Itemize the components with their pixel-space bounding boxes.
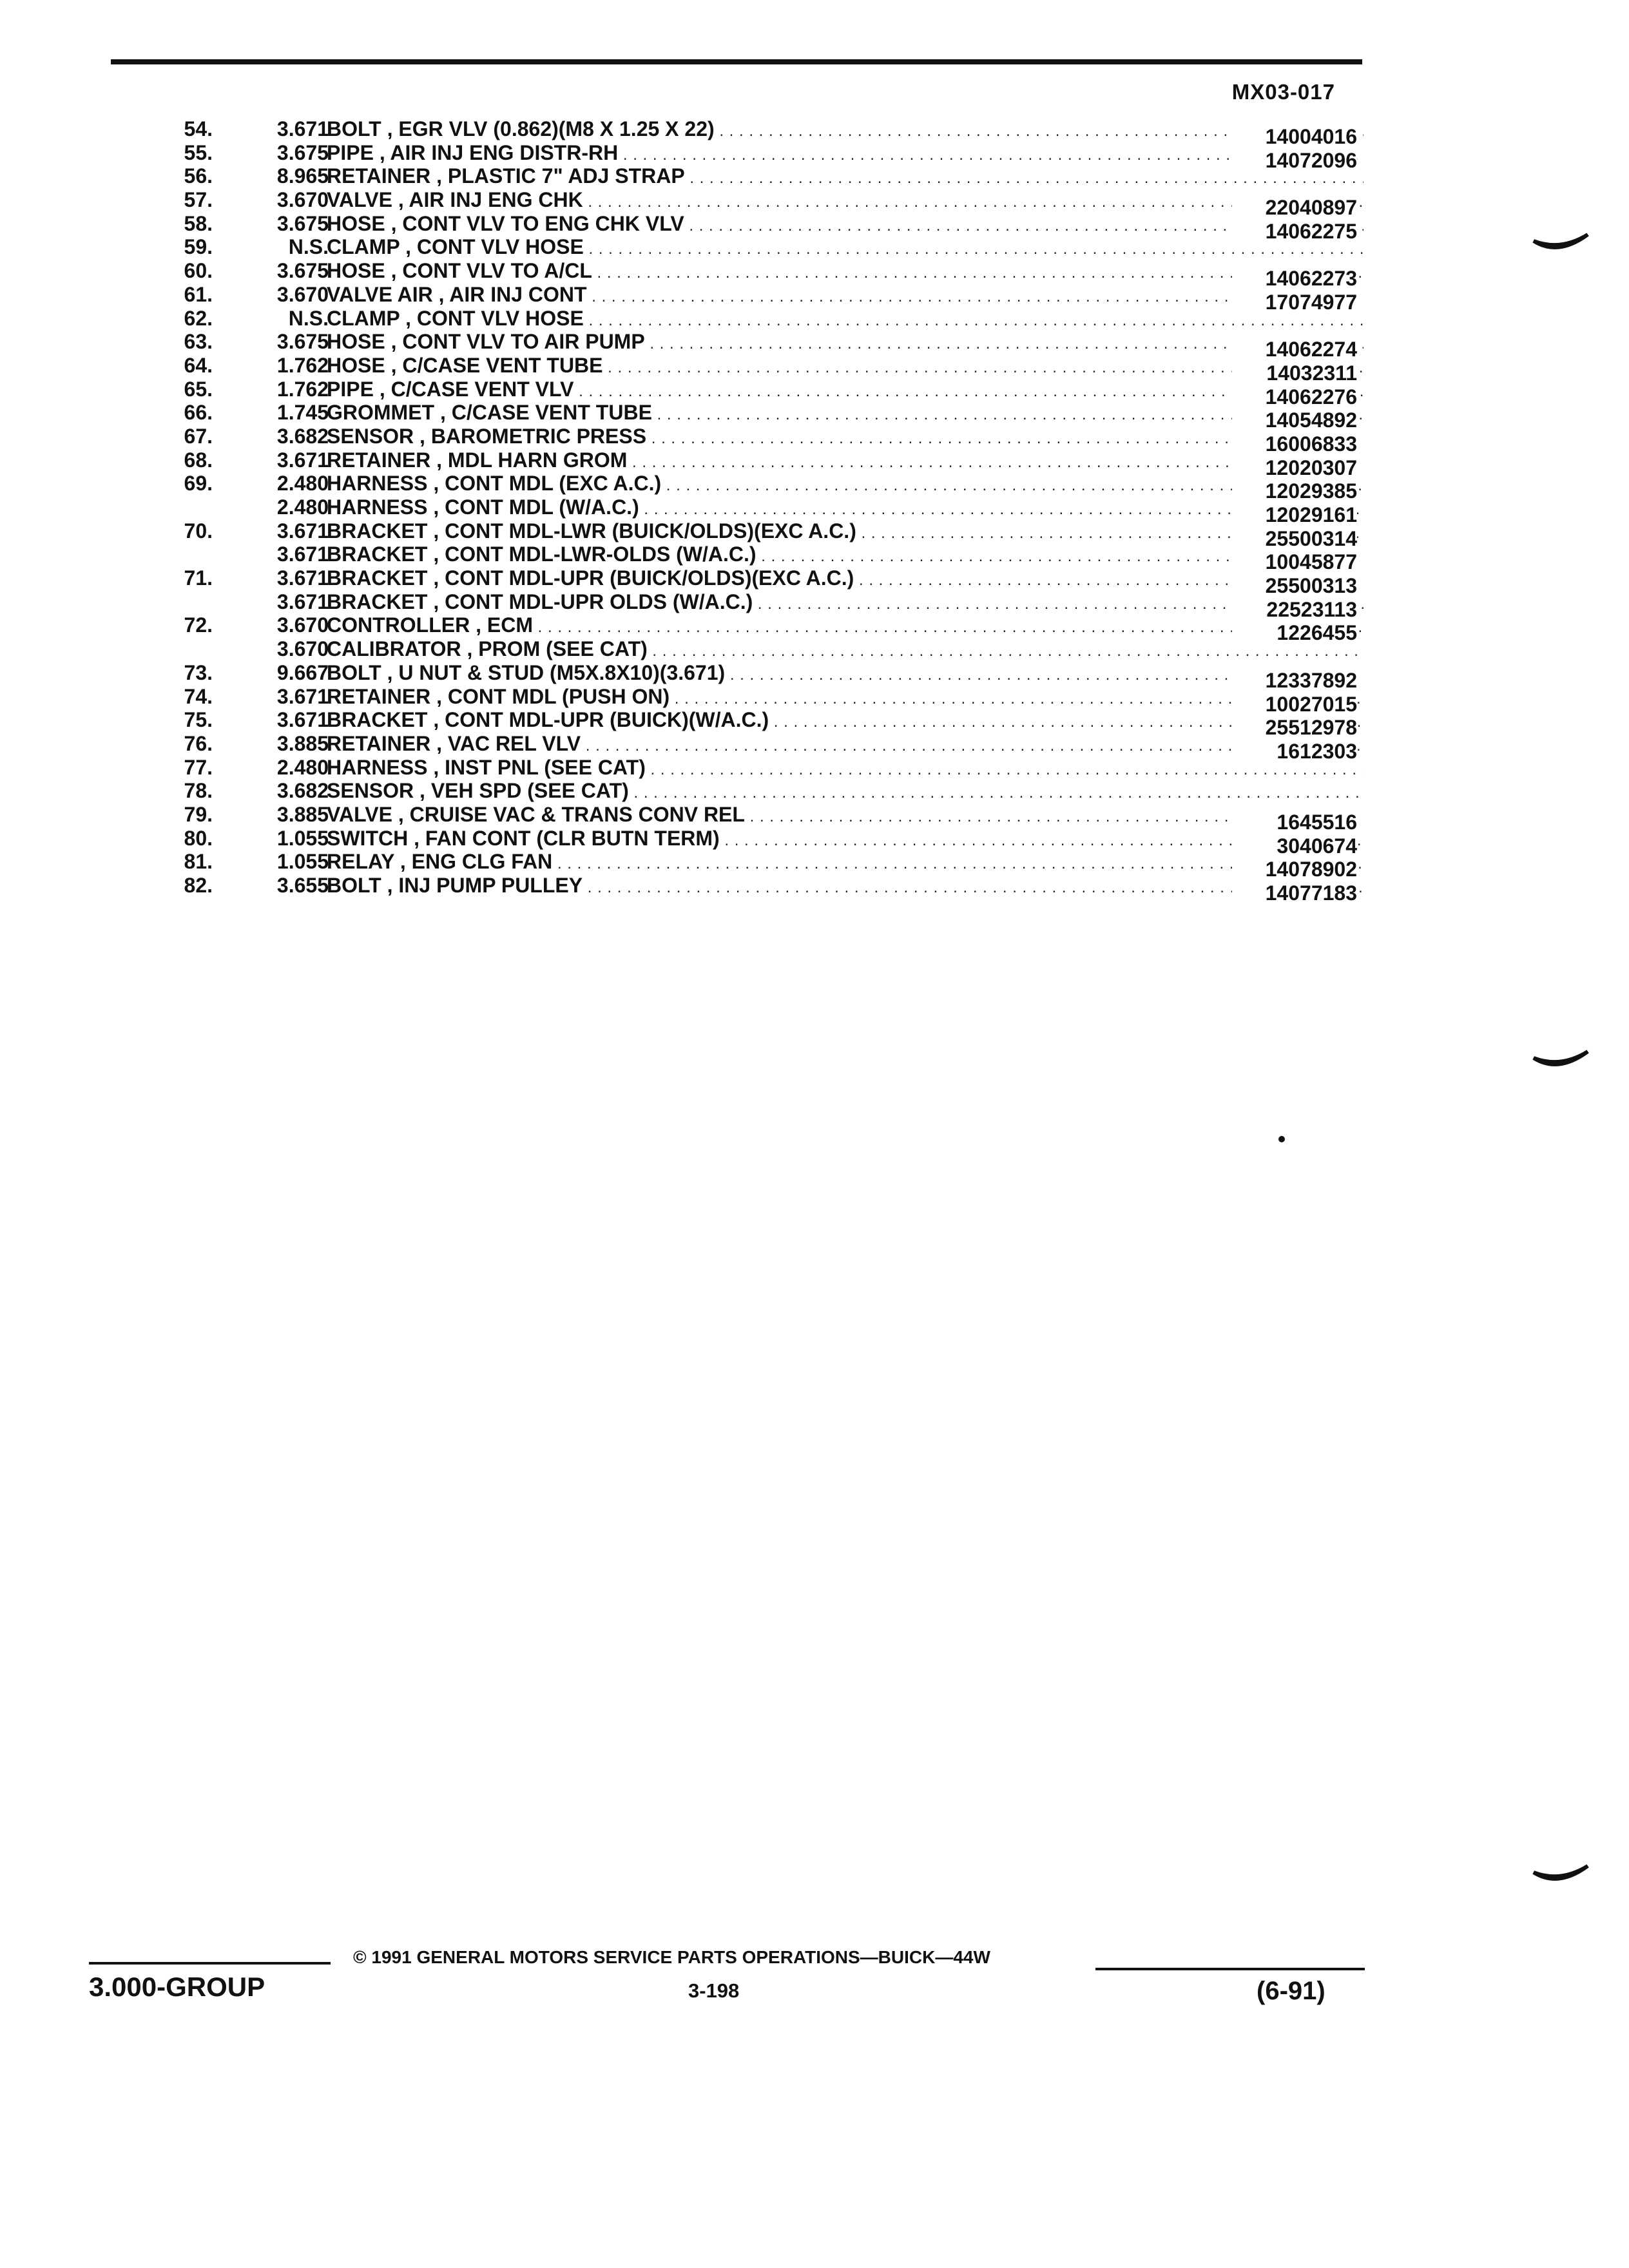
part-number: 25500313 (1232, 574, 1357, 597)
part-description: RETAINER , VAC REL VLV . . . (327, 732, 1364, 758)
part-row (155, 140, 1364, 172)
group-number: 3.682 (276, 779, 329, 803)
part-row (155, 401, 1364, 432)
part-row (155, 424, 1364, 456)
part-detail: C/CASE VENT TUBE (402, 353, 603, 377)
part-name: VALVE AIR (327, 282, 433, 306)
part-name: HOSE (327, 211, 385, 235)
part-detail: ENG CLG FAN (411, 850, 553, 874)
item-number: 60. (184, 259, 213, 283)
group-number: 3.670 (276, 282, 329, 306)
part-name: RETAINER (327, 164, 431, 188)
part-description: VALVE AIR , AIR INJ CONT . . . (327, 283, 1364, 309)
part-number: 12029385 (1232, 479, 1357, 503)
footer-rule-right (1095, 1968, 1365, 1970)
part-number: 3040674 (1232, 834, 1357, 858)
item-number: 69. (184, 472, 213, 495)
part-description: RELAY , ENG CLG FAN . . . (327, 850, 1364, 876)
part-row (155, 826, 1364, 858)
part-name: CLAMP (327, 306, 400, 330)
part-number: 17074977 (1232, 291, 1357, 314)
group-number: 3.671 (276, 590, 329, 613)
group-number: 2.480 (276, 755, 329, 779)
part-name: RETAINER (327, 731, 431, 755)
item-number: 64. (184, 353, 213, 377)
part-name: PIPE (327, 140, 374, 164)
binder-hole-mark (1532, 232, 1589, 258)
part-row (155, 377, 1364, 408)
part-name: BRACKET (327, 590, 428, 613)
part-row (155, 850, 1364, 881)
part-detail: CONT MDL-UPR (BUICK)(W/A.C.) (445, 708, 769, 732)
part-description: PIPE , AIR INJ ENG DISTR-RH . . . (327, 141, 1364, 167)
part-detail: INJ PUMP PULLEY (398, 874, 583, 897)
part-row (155, 731, 1364, 763)
part-description: BOLT , EGR VLV (0.862)(M8 X 1.25 X 22) . . . (327, 117, 1364, 143)
part-description: VALVE , CRUISE VAC & TRANS CONV REL . . . (327, 803, 1364, 829)
part-detail: CONT VLV TO A/CL (402, 259, 592, 283)
part-description: CLAMP , CONT VLV HOSE . . . (327, 307, 1364, 332)
part-row (155, 235, 1364, 259)
part-row (155, 779, 1364, 803)
group-number: 1.762 (276, 353, 329, 377)
part-detail: PROM (SEE CAT) (478, 637, 648, 661)
part-row (155, 282, 1364, 314)
part-number: 1645516 (1232, 811, 1357, 834)
part-row (155, 164, 1364, 188)
part-detail: CONT MDL-UPR (BUICK/OLDS)(EXC A.C.) (445, 566, 854, 590)
item-number: 71. (184, 566, 213, 590)
part-detail: INST PNL (SEE CAT) (445, 755, 646, 779)
group-number: 3.671 (276, 684, 329, 708)
item-number: 61. (184, 282, 213, 306)
part-name: HARNESS (327, 472, 428, 495)
group-number: 3.671 (276, 448, 329, 472)
part-name: RETAINER (327, 684, 431, 708)
part-name: HARNESS (327, 755, 428, 779)
part-number: 14062273 (1232, 267, 1357, 290)
part-number: 14032311 (1232, 361, 1357, 385)
part-number: 12029161 (1232, 503, 1357, 526)
part-detail: AIR INJ CONT (449, 282, 587, 306)
part-row (155, 756, 1364, 780)
group-number: 9.667 (276, 660, 329, 684)
part-row (155, 708, 1364, 740)
part-row (155, 188, 1364, 220)
item-number: 67. (184, 424, 213, 448)
group-number: 3.670 (276, 188, 329, 212)
part-description: SWITCH , FAN CONT (CLR BUTN TERM) . . . (327, 827, 1364, 852)
part-number: 14062276 (1232, 385, 1357, 408)
part-detail: CONT VLV TO ENG CHK VLV (402, 211, 684, 235)
part-detail: CONT MDL (PUSH ON) (447, 684, 670, 708)
binder-hole-mark (1532, 1863, 1589, 1889)
item-number: 63. (184, 330, 213, 354)
part-description: RETAINER , MDL HARN GROM . . . (327, 448, 1364, 474)
part-description: RETAINER , CONT MDL (PUSH ON) . . . (327, 685, 1364, 711)
part-description: HOSE , C/CASE VENT TUBE . . . (327, 354, 1364, 380)
part-detail: ECM (487, 613, 533, 637)
part-number: 25512978 (1232, 716, 1357, 739)
part-detail: VEH SPD (SEE CAT) (430, 779, 629, 803)
part-number: 10045877 (1232, 550, 1357, 573)
group-number: 3.671 (276, 519, 329, 543)
part-detail: CONT MDL (EXC A.C.) (445, 472, 662, 495)
part-number: 14062274 (1232, 338, 1357, 361)
part-row (155, 590, 1364, 621)
part-number: 12337892 (1232, 669, 1357, 692)
part-name: CONTROLLER (327, 613, 470, 637)
part-detail: EGR VLV (0.862)(M8 X 1.25 X 22) (398, 117, 715, 140)
part-name: HOSE (327, 353, 385, 377)
header-rule (111, 59, 1362, 64)
item-number: 62. (184, 306, 213, 330)
group-number: 3.670 (276, 613, 329, 637)
part-row (155, 519, 1364, 550)
part-detail: MDL HARN GROM (447, 448, 628, 472)
part-number: 14062275 (1232, 220, 1357, 243)
part-name: BOLT (327, 117, 381, 140)
group-number: 2.480 (276, 472, 329, 495)
item-number: 66. (184, 401, 213, 425)
part-description: BOLT , INJ PUMP PULLEY . . . (327, 874, 1364, 899)
item-number: 73. (184, 660, 213, 684)
part-detail: CONT VLV HOSE (416, 306, 584, 330)
part-detail: CONT VLV TO AIR PUMP (402, 330, 645, 354)
date-code: (6-91) (1257, 1977, 1325, 2005)
part-number: 10027015 (1232, 693, 1357, 716)
item-number: 72. (184, 613, 213, 637)
part-description: BOLT , U NUT & STUD (M5X.8X10)(3.671) . . . (327, 661, 1364, 687)
part-name: BRACKET (327, 566, 428, 590)
part-description: CONTROLLER , ECM . . . (327, 613, 1364, 639)
part-description: SENSOR , VEH SPD (SEE CAT) . . . (327, 779, 1364, 805)
part-description: SENSOR , BAROMETRIC PRESS . . . (327, 425, 1364, 450)
part-name: SWITCH (327, 826, 409, 850)
part-number: 1226455 (1232, 621, 1357, 644)
part-name: CLAMP (327, 235, 400, 259)
part-description: CLAMP , CONT VLV HOSE . . . (327, 235, 1364, 261)
part-number: 14004016 (1232, 125, 1357, 148)
item-number: 80. (184, 826, 213, 850)
part-name: VALVE (327, 188, 392, 212)
part-number: 14072096 (1232, 149, 1357, 172)
part-name: CALIBRATOR (327, 637, 461, 661)
item-number: 58. (184, 211, 213, 235)
part-detail: AIR INJ ENG CHK (409, 188, 583, 212)
group-number: 3.670 (276, 637, 329, 661)
footer-rule-left (89, 1962, 331, 1965)
part-name: BOLT (327, 874, 381, 897)
part-detail: CONT MDL-LWR-OLDS (W/A.C.) (445, 543, 757, 566)
item-number: 56. (184, 164, 213, 188)
part-description: BRACKET , CONT MDL-UPR (BUICK/OLDS)(EXC A.C.) . . . (327, 566, 1364, 592)
item-number: 75. (184, 708, 213, 732)
item-number: 74. (184, 684, 213, 708)
part-detail: BAROMETRIC PRESS (430, 424, 647, 448)
part-description: HARNESS , CONT MDL (EXC A.C.) . . . (327, 472, 1364, 497)
part-row (155, 259, 1364, 291)
group-number: 3.675 (276, 140, 329, 164)
part-row (155, 330, 1364, 361)
group-number: 3.885 (276, 802, 329, 826)
part-row (155, 613, 1364, 645)
part-number: 12020307 (1232, 456, 1357, 479)
group-number: 3.675 (276, 259, 329, 283)
part-row (155, 660, 1364, 692)
item-number: 68. (184, 448, 213, 472)
part-description: BRACKET , CONT MDL-UPR OLDS (W/A.C.) . . . (327, 590, 1364, 616)
group-number: 2.480 (276, 495, 329, 519)
part-detail: CONT VLV HOSE (416, 235, 584, 259)
part-number: 22040897 (1232, 196, 1357, 219)
group-number: 1.055 (276, 826, 329, 850)
group-label: 3.000-GROUP (89, 1972, 265, 2002)
item-number: 57. (184, 188, 213, 212)
group-number: 3.655 (276, 874, 329, 897)
part-name: BRACKET (327, 519, 428, 543)
part-name: GROMMET (327, 401, 435, 425)
part-name: SENSOR (327, 424, 414, 448)
group-number: 3.671 (276, 708, 329, 732)
part-row (155, 353, 1364, 385)
part-number: 14054892 (1232, 408, 1357, 432)
part-name: VALVE (327, 802, 392, 826)
part-description: HARNESS , INST PNL (SEE CAT) . . . (327, 756, 1364, 782)
item-number: 79. (184, 802, 213, 826)
group-number: 3.671 (276, 117, 329, 140)
part-detail: PLASTIC 7" ADJ STRAP (447, 164, 685, 188)
part-description: GROMMET , C/CASE VENT TUBE . . . (327, 401, 1364, 427)
part-detail: U NUT & STUD (M5X.8X10)(3.671) (398, 660, 726, 684)
group-number: 8.965 (276, 164, 329, 188)
part-detail: C/CASE VENT VLV (390, 377, 574, 401)
part-row (155, 495, 1364, 526)
part-name: BRACKET (327, 543, 428, 566)
part-description: HARNESS , CONT MDL (W/A.C.) . . . (327, 495, 1364, 521)
group-number: 3.682 (276, 424, 329, 448)
binder-hole-mark (1532, 1049, 1589, 1075)
item-number: 78. (184, 779, 213, 803)
part-detail: VAC REL VLV (447, 731, 581, 755)
speck-mark (1278, 1136, 1285, 1142)
part-detail: CONT MDL (W/A.C.) (445, 495, 639, 519)
part-description: HOSE , CONT VLV TO AIR PUMP . . . (327, 330, 1364, 356)
part-number: 22523113 (1232, 598, 1357, 621)
part-number: 16006833 (1232, 432, 1357, 456)
part-description: BRACKET , CONT MDL-UPR (BUICK)(W/A.C.) . . . (327, 708, 1364, 734)
group-number: 3.675 (276, 330, 329, 354)
part-name: PIPE (327, 377, 374, 401)
part-detail: C/CASE VENT TUBE (451, 401, 652, 425)
copyright-notice: © 1991 GENERAL MOTORS SERVICE PARTS OPERATIONS—BUICK—44W (353, 1947, 990, 1967)
item-number: 70. (184, 519, 213, 543)
part-description: PIPE , C/CASE VENT VLV . . . (327, 378, 1364, 403)
group-number: 1.055 (276, 850, 329, 874)
part-name: BOLT (327, 660, 381, 684)
part-name: HARNESS (327, 495, 428, 519)
group-number: 3.671 (276, 566, 329, 590)
part-description: HOSE , CONT VLV TO ENG CHK VLV . . . (327, 212, 1364, 238)
part-detail: AIR INJ ENG DISTR-RH (390, 140, 619, 164)
part-row (155, 448, 1364, 479)
part-row (155, 472, 1364, 503)
part-description: RETAINER , PLASTIC 7" ADJ STRAP . . . (327, 164, 1364, 190)
part-row (155, 307, 1364, 331)
item-number: 82. (184, 874, 213, 897)
part-name: HOSE (327, 259, 385, 283)
part-row (155, 637, 1364, 661)
page-number: 3-198 (688, 1979, 740, 2002)
part-name: RETAINER (327, 448, 431, 472)
part-row (155, 211, 1364, 243)
part-row (155, 684, 1364, 716)
part-number: 14077183 (1232, 881, 1357, 905)
part-row (155, 543, 1364, 574)
part-detail: CRUISE VAC & TRANS CONV REL (409, 802, 745, 826)
part-number: 25500314 (1232, 527, 1357, 550)
part-name: BRACKET (327, 708, 428, 732)
item-number: 65. (184, 377, 213, 401)
part-row (155, 802, 1364, 834)
part-detail: FAN CONT (CLR BUTN TERM) (425, 826, 720, 850)
item-number: 77. (184, 755, 213, 779)
part-description: HOSE , CONT VLV TO A/CL . . . (327, 259, 1364, 285)
part-name: RELAY (327, 850, 394, 874)
part-name: SENSOR (327, 779, 414, 803)
group-number: 3.675 (276, 211, 329, 235)
part-number: 14078902 (1232, 858, 1357, 881)
group-number: 1.745 (276, 401, 329, 425)
part-number: 1612303 (1232, 740, 1357, 763)
item-number: 55. (184, 140, 213, 164)
part-row (155, 874, 1364, 905)
part-name: HOSE (327, 330, 385, 354)
part-row (155, 566, 1364, 598)
part-row (155, 117, 1364, 148)
parts-list (155, 117, 1364, 905)
item-number: 59. (184, 235, 213, 259)
item-number: 54. (184, 117, 213, 140)
item-number: 76. (184, 731, 213, 755)
part-detail: CONT MDL-LWR (BUICK/OLDS)(EXC A.C.) (445, 519, 856, 543)
group-number: N.S. (288, 235, 329, 259)
item-number: 81. (184, 850, 213, 874)
part-description: VALVE , AIR INJ ENG CHK . . . (327, 188, 1364, 214)
part-description: CALIBRATOR , PROM (SEE CAT) . . . (327, 637, 1364, 663)
group-number: 1.762 (276, 377, 329, 401)
group-number: 3.885 (276, 731, 329, 755)
group-number: N.S. (288, 306, 329, 330)
group-number: 3.671 (276, 543, 329, 566)
page-id: MX03-017 (1231, 80, 1335, 104)
part-description: BRACKET , CONT MDL-LWR-OLDS (W/A.C.) . . . (327, 543, 1364, 568)
part-detail: CONT MDL-UPR OLDS (W/A.C.) (445, 590, 753, 613)
part-description: BRACKET , CONT MDL-LWR (BUICK/OLDS)(EXC A.C.) . . . (327, 519, 1364, 545)
